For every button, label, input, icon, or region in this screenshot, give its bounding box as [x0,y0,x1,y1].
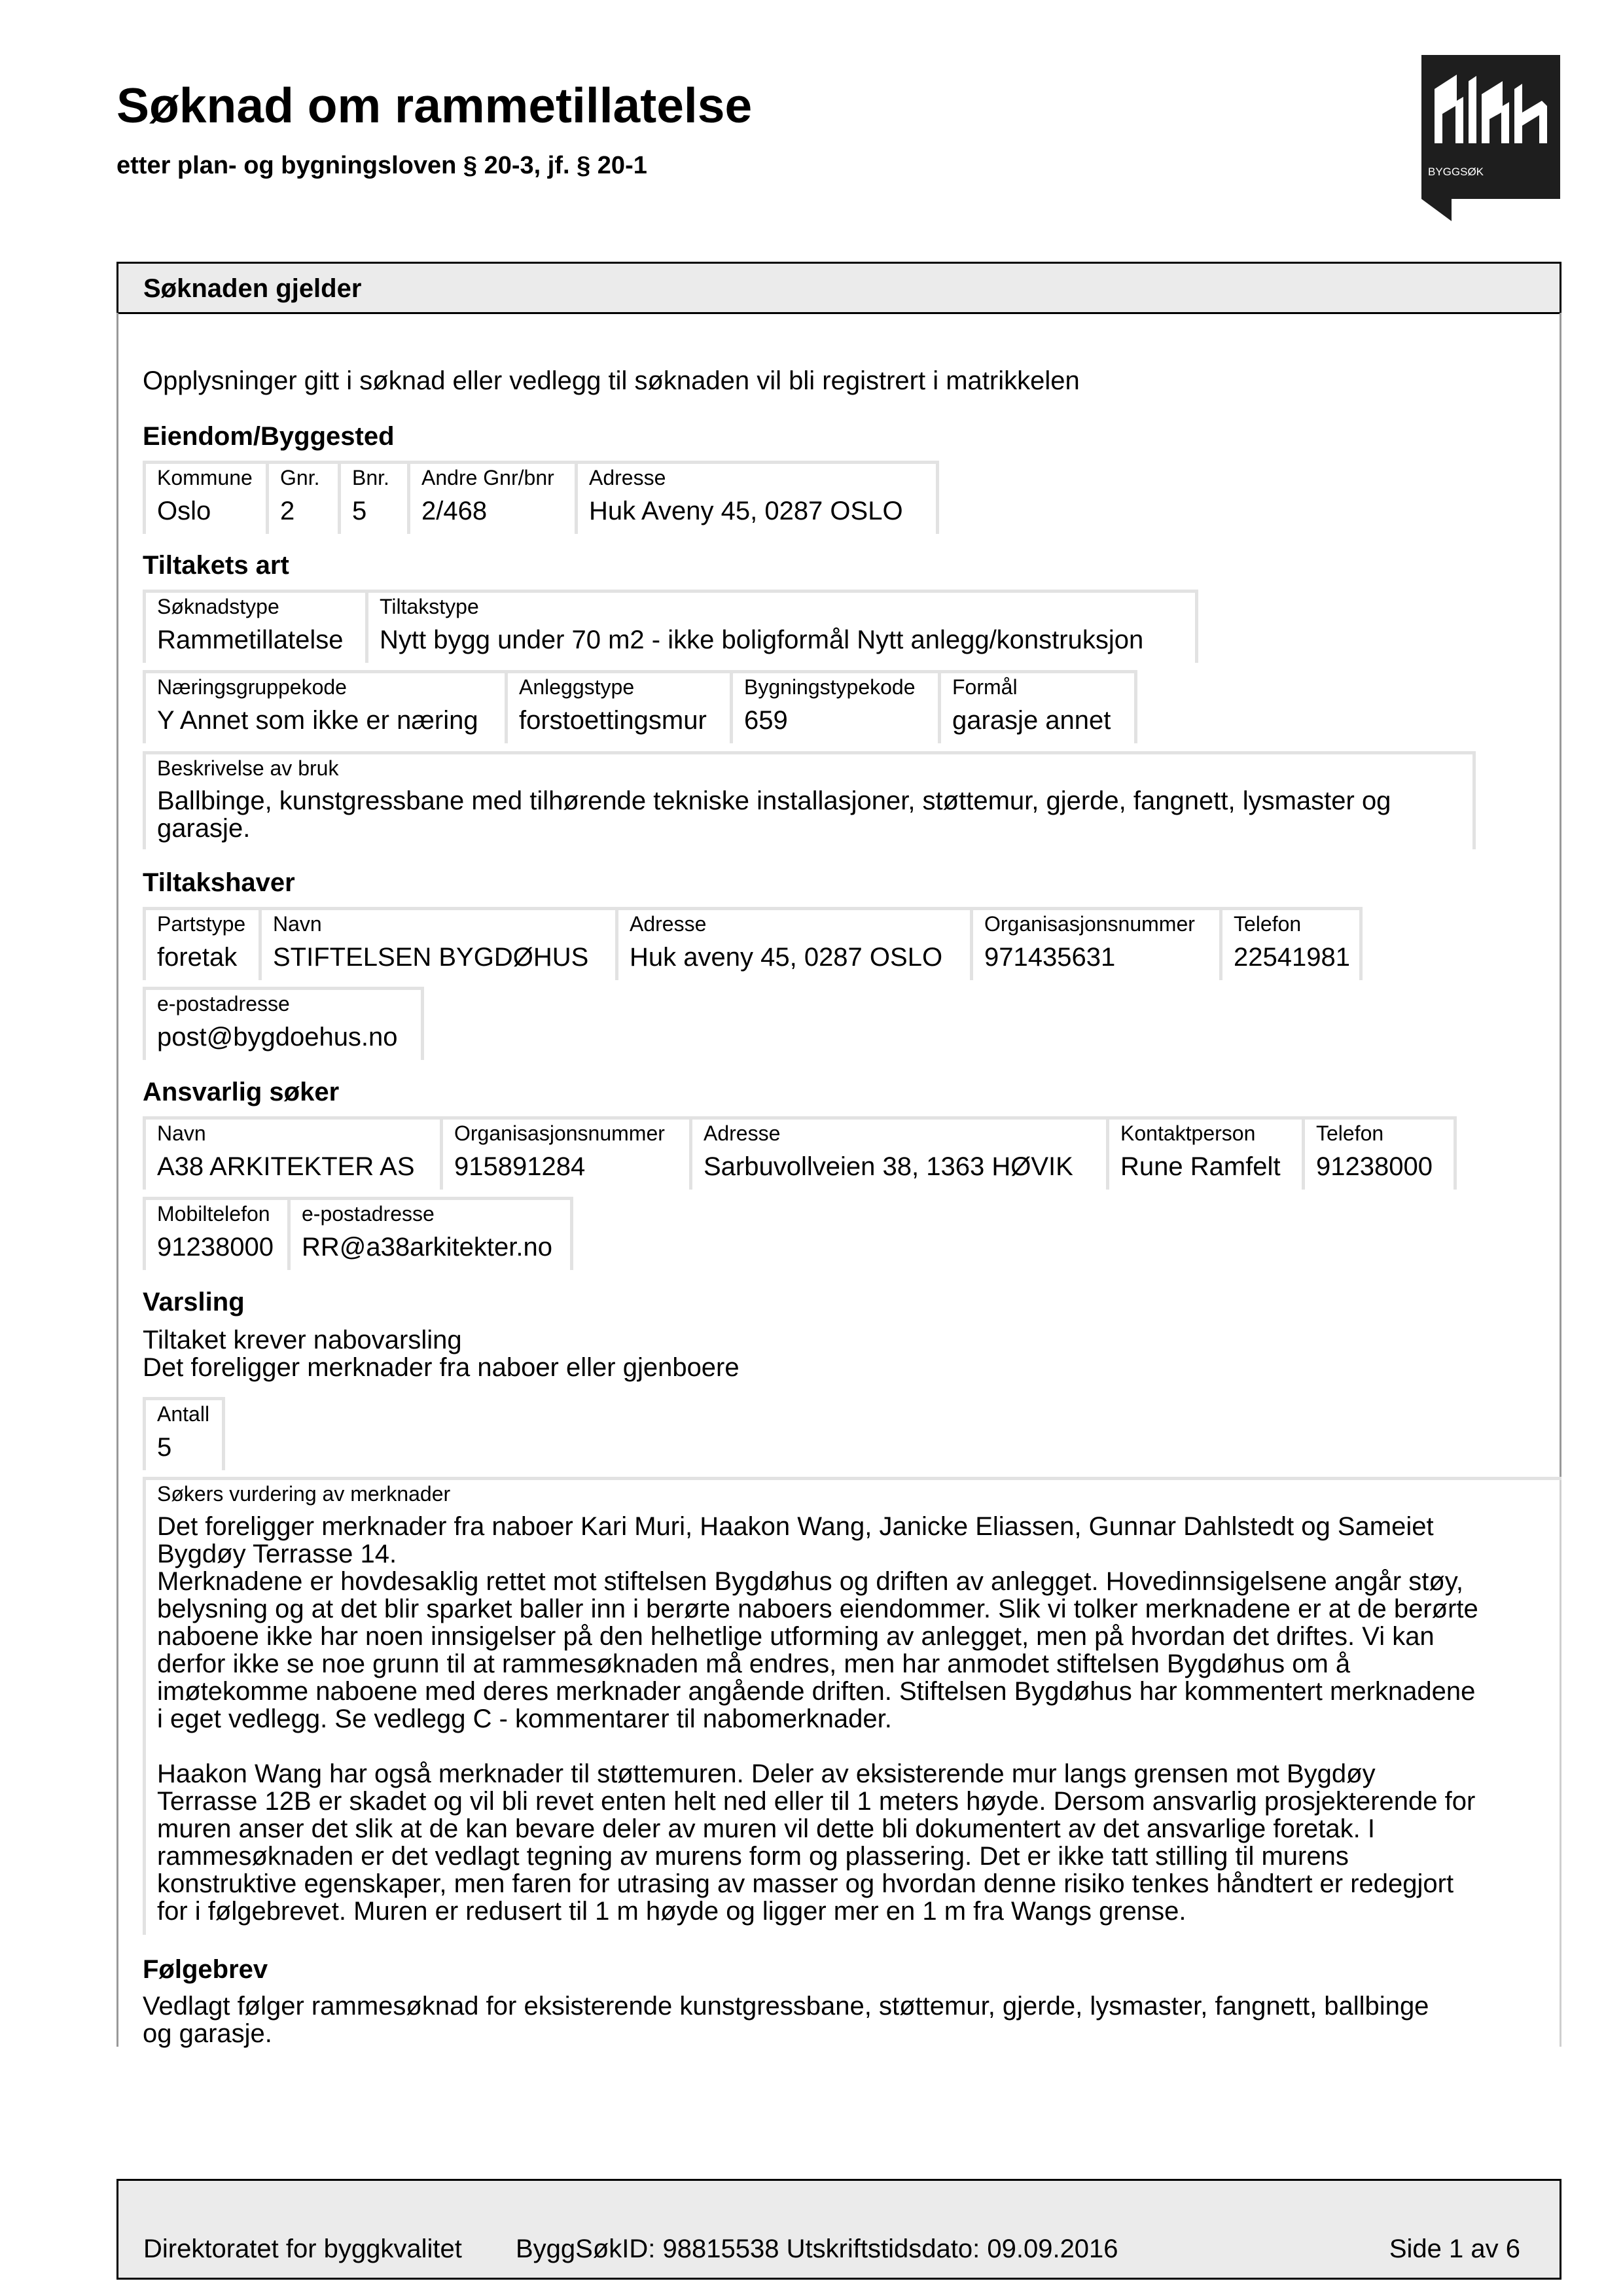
ansvarlig-telefon-value: 91238000 [1316,1152,1433,1181]
ansvarlig-email-field [291,1197,573,1270]
tiltakshaver-telefon-label: Telefon [1234,912,1302,936]
naeringsgruppekode-value: Y Annet som ikke er næring [157,706,478,735]
soknadstype-value: Rammetillatelse [157,626,344,654]
tiltakshaver-email-label: e-postadresse [157,992,290,1016]
tiltakshaver-navn-value: STIFTELSEN BYGDØHUS [273,943,589,972]
tiltakshaver-navn-label: Navn [273,912,322,936]
ansvarlig-row [143,1116,1457,1190]
vurdering-line-blank [157,1733,1478,1760]
mobiltelefon-label: Mobiltelefon [157,1202,270,1226]
vurdering-line: konstruktive egenskaper, men faren for utrasing av masser og hvordan denne risiko tenkes håndtert er redegjort [157,1869,1454,1898]
vurdering-line: muren anser det slik at de kan bevare deler av muren vil dette bli dokumentert av det ansvarlige foretak. I [157,1814,1375,1843]
ansvarlig-orgnr-value: 915891284 [454,1152,586,1181]
tiltakstype-field [368,590,1198,663]
kommune-field [143,461,269,534]
varsling-line2: Det foreligger merknader fra naboer eller gjenboere [143,1353,740,1382]
kontaktperson-field [1109,1116,1305,1190]
vurdering-line: Terrasse 12B er skadet og vil bli revet enten helt ned eller til 1 meters høyde. Dersom ansvarlig prosjekterende for [157,1787,1476,1816]
formal-value: garasje annet [952,706,1111,735]
bruk-line: Ballbinge, kunstgressbane med tilhørende tekniske installasjoner, støttemur, gjerde, fangnett, lysmaster og [157,786,1391,815]
vurdering-text [157,1513,1478,1925]
tiltakshaver-email-value: post@bygdoehus.no [157,1023,398,1051]
beskrivelse-av-bruk-label: Beskrivelse av bruk [157,756,339,780]
page-title: Søknad om rammetillatelse [116,78,753,133]
tiltakshaver-heading: Tiltakshaver [143,868,295,897]
tiltakshaver-email-row [143,987,424,1060]
ansvarlig-heading: Ansvarlig søker [143,1078,340,1106]
adresse-label: Adresse [589,466,666,489]
ansvarlig-orgnr-label: Organisasjonsnummer [454,1122,665,1145]
tiltakshaver-row [143,907,1363,980]
kommune-value: Oslo [157,497,211,525]
vurdering-line: Det foreligger merknader fra naboer Kari Muri, Haakon Wang, Janicke Eliassen, Gunnar Dahlstedt og Sameiet [157,1512,1434,1541]
tiltakshaver-orgnr-label: Organisasjonsnummer [984,912,1195,936]
vurdering-line: derfor ikke se noe grunn til at rammesøknaden må endres, men har anmodet stiftelsen Bygdøhus om å [157,1650,1351,1678]
gnr-label: Gnr. [280,466,320,489]
anleggstype-field [508,670,733,743]
section-header [116,262,1561,314]
folgebrev-line: og garasje. [143,2019,272,2048]
anleggstype-value: forstoettingsmur [519,706,707,735]
intro-text: Opplysninger gitt i søknad eller vedlegg til søknaden vil bli registrert i matrikkelen [143,366,1080,395]
ansvarlig-telefon-field [1305,1116,1457,1190]
bnr-label: Bnr. [352,466,389,489]
adresse-field [578,461,939,534]
formal-label: Formål [952,675,1018,699]
content-frame-left [116,313,118,2047]
andre-gnr-bnr-label: Andre Gnr/bnr [421,466,554,489]
bygningstypekode-field [733,670,941,743]
ansvarlig-row2 [143,1197,573,1270]
vurdering-line: for i følgebrevet. Muren er redusert til 1 m høyde og ligger mer en 1 m fra Wangs grense. [157,1897,1186,1926]
tiltakshaver-telefon-value: 22541981 [1234,943,1350,972]
vurdering-label: Søkers vurdering av merknader [157,1482,451,1506]
vurdering-line: Haakon Wang har også merknader til støttemuren. Deler av eksisterende mur langs grensen mot Bygdøy [157,1759,1376,1788]
gnr-field [269,461,341,534]
varsling-line1: Tiltaket krever nabovarsling [143,1326,462,1354]
antall-value: 5 [157,1433,172,1462]
partstype-field [143,907,262,980]
page-subtitle: etter plan- og bygningsloven § 20-3, jf. § 20-1 [116,152,647,179]
antall-label: Antall [157,1402,210,1426]
tiltakshaver-adresse-value: Huk aveny 45, 0287 OSLO [630,943,943,972]
ansvarlig-navn-label: Navn [157,1122,206,1145]
bnr-value: 5 [352,497,367,525]
kontaktperson-value: Rune Ramfelt [1120,1152,1281,1181]
footer-page: Side 1 av 6 [1389,2234,1520,2263]
tiltakshaver-adresse-label: Adresse [630,912,707,936]
content-frame-right [1560,313,1561,1477]
partstype-label: Partstype [157,912,246,936]
antall-field [143,1397,225,1470]
bnr-field [341,461,410,534]
kommune-label: Kommune [157,466,253,489]
naeringsgruppekode-field [143,670,508,743]
mobiltelefon-field [143,1197,291,1270]
ansvarlig-adresse-field [692,1116,1109,1190]
tiltakshaver-orgnr-field [973,907,1222,980]
ansvarlig-adresse-label: Adresse [704,1122,781,1145]
andre-gnr-bnr-field [410,461,578,534]
footer-id: ByggSøkID: 98815538 Utskriftstidsdato: 09.09.2016 [516,2234,1118,2263]
bruk-line: garasje. [157,814,251,843]
byggsok-logo [1421,55,1560,221]
kontaktperson-label: Kontaktperson [1120,1122,1256,1145]
bygningstypekode-value: 659 [744,706,788,735]
vurdering-line: belysning og at det blir sparket baller inn i berørte naboers eiendommer. Slik vi tolker merknadene er at de berørte [157,1595,1478,1623]
eiendom-heading: Eiendom/Byggested [143,422,395,451]
ansvarlig-navn-value: A38 ARKITEKTER AS [157,1152,415,1181]
ansvarlig-telefon-label: Telefon [1316,1122,1384,1145]
formal-field [941,670,1137,743]
tiltakstype-value: Nytt bygg under 70 m2 - ikke boligformål Nytt anlegg/konstruksjon [380,626,1144,654]
vurdering-line: i eget vedlegg. Se vedlegg C - kommentarer til nabomerknader. [157,1704,892,1733]
mobiltelefon-value: 91238000 [157,1233,274,1262]
tiltak-heading: Tiltakets art [143,551,289,580]
vurdering-line: rammesøknaden er det vedlagt tegning av murens form og plassering. Det er ikke tatt stilling til murens [157,1842,1349,1871]
gnr-value: 2 [280,497,295,525]
tiltakshaver-telefon-field [1222,907,1363,980]
vurdering-line: Bygdøy Terrasse 14. [157,1540,397,1568]
tiltakshaver-adresse-field [618,907,973,980]
tiltakshaver-orgnr-value: 971435631 [984,943,1116,972]
logo-text: BYGGSØK [1428,166,1484,178]
ansvarlig-email-label: e-postadresse [302,1202,435,1226]
antall-row [143,1397,225,1470]
folgebrev-text [143,1992,1429,2047]
vurdering-line: naboene ikke har noen innsigelser på den helhetlige utforming av anlegget, men på hvordan det driftes. Vi kan [157,1622,1435,1651]
vurdering-line: imøtekomme naboene med deres merknader angående driften. Stiftelsen Bygdøhus har kommentert merknadene [157,1677,1476,1706]
soknadstype-field [143,590,368,663]
folgebrev-heading: Følgebrev [143,1955,268,1984]
naeringsgruppekode-label: Næringsgruppekode [157,675,347,699]
folgebrev-line: Vedlagt følger rammesøknad for eksisterende kunstgressbane, støttemur, gjerde, lysmaster, fangnett, ballbinge [143,1992,1429,2021]
vurdering-line: Merknadene er hovdesaklig rettet mot stiftelsen Bygdøhus og driften av anlegget. Hovedinnsigelsene angår støy, [157,1567,1463,1596]
ansvarlig-orgnr-field [443,1116,692,1190]
footer-org: Direktoratet for byggkvalitet [143,2234,462,2263]
ansvarlig-adresse-value: Sarbuvollveien 38, 1363 HØVIK [704,1152,1073,1181]
tiltak-row2 [143,670,1137,743]
ansvarlig-navn-field [143,1116,443,1190]
varsling-heading: Varsling [143,1288,245,1316]
eiendom-row [143,461,939,534]
andre-gnr-bnr-value: 2/468 [421,497,488,525]
soknadstype-label: Søknadstype [157,595,279,618]
tiltakshaver-navn-field [262,907,618,980]
section-title: Søknaden gjelder [143,274,362,303]
beskrivelse-av-bruk-text [157,787,1391,842]
partstype-value: foretak [157,943,238,972]
anleggstype-label: Anleggstype [519,675,635,699]
tiltak-row1 [143,590,1198,663]
tiltakshaver-email-field [143,987,424,1060]
adresse-value: Huk Aveny 45, 0287 OSLO [589,497,903,525]
ansvarlig-email-value: RR@a38arkitekter.no [302,1233,553,1262]
page-footer [116,2179,1561,2280]
bygningstypekode-label: Bygningstypekode [744,675,916,699]
tiltakstype-label: Tiltakstype [380,595,479,618]
